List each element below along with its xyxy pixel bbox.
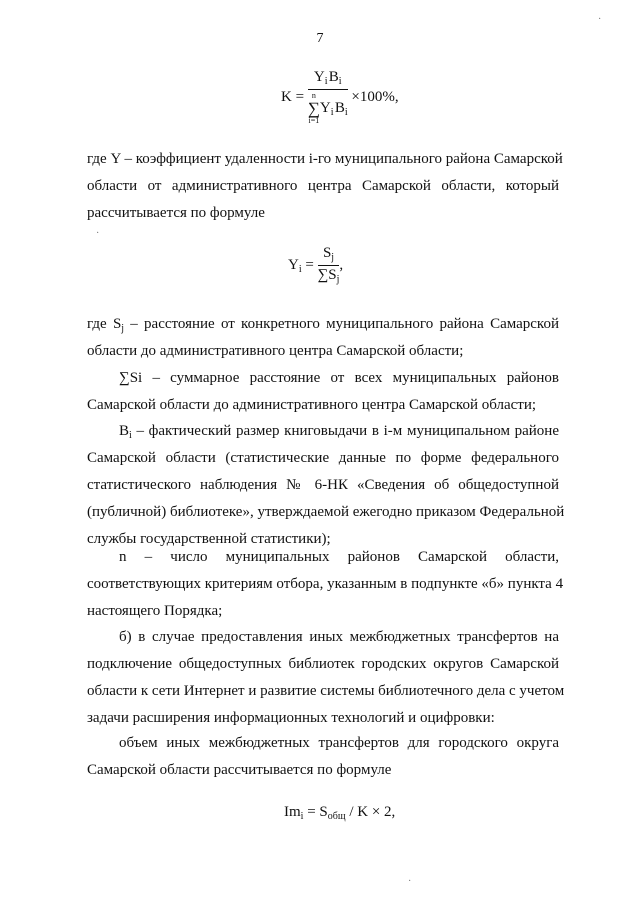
formula-y: $Y_i$ = $\frac{S_j}{\sum S_j}$ ,	[288, 245, 344, 285]
scan-speck: ·	[598, 14, 602, 25]
paragraph-y-definition: где Y – коэффициент удаленности i-го муниципального района Самарской области от административного центра Самарской области, который рассчитывается по формуле	[87, 151, 563, 221]
formula-y-denominator: $\sum S_j$	[317, 267, 340, 285]
formula-k-denominator: n ∑ i=1 $Y_i$ $B_i$	[307, 91, 348, 125]
formula-k-lhs: K =	[281, 88, 305, 105]
formula-y-numerator: $S_j$	[318, 246, 340, 266]
formula-k-fraction	[308, 70, 348, 125]
scan-speck: ·	[96, 228, 100, 239]
paragraph-sum-si: ∑Si – суммарное расстояние от всех муниципальных районов Самарской области до административного центра Самарской области;	[87, 370, 559, 413]
formula-k	[281, 70, 399, 125]
paragraph-sj-definition: где $S_j$ – расстояние от конкретного муниципального района Самарской области до административного центра Самарской области;	[87, 316, 559, 359]
formula-y-fraction	[318, 246, 340, 285]
paragraph-bi-definition: $B_i$ – фактический размер книговыдачи в i-м муниципальном районе Самарской области (статистические данные по форме федерального статистического наблюдения № 6-НК «Сведения об общедоступной (публичной) библиотеке», утверждаемой ежегодно приказом Федеральной службы государственной статистики);	[87, 423, 565, 547]
paragraph-b-clause: б) в случае предоставления иных межбюджетных трансфертов на подключение общедоступных библиотек городских округов Самарской области к сети Интернет и развитие системы библиотечного дела с учетом задачи расширения информационных технологий и оцифровки:	[87, 629, 565, 726]
page-number: 7	[316, 31, 324, 46]
formula-k-tail: ×100%,	[351, 88, 399, 105]
paragraph-n-definition: n – число муниципальных районов Самарской области, соответствующих критериям отбора, указанным в подпункте «б» пункта 4 настоящего Порядка;	[87, 549, 564, 619]
paragraph-volume: объем иных межбюджетных трансфертов для городского округа Самарской области рассчитывается по формуле	[87, 735, 559, 778]
formula-im: $Im_i = S_{общ} / K \times 2$,	[284, 804, 396, 822]
formula-k-numerator: $Y_i$ $B_i$	[308, 70, 348, 90]
sum-operator: n ∑ i=1	[307, 91, 320, 125]
scan-speck: ·	[408, 876, 412, 887]
